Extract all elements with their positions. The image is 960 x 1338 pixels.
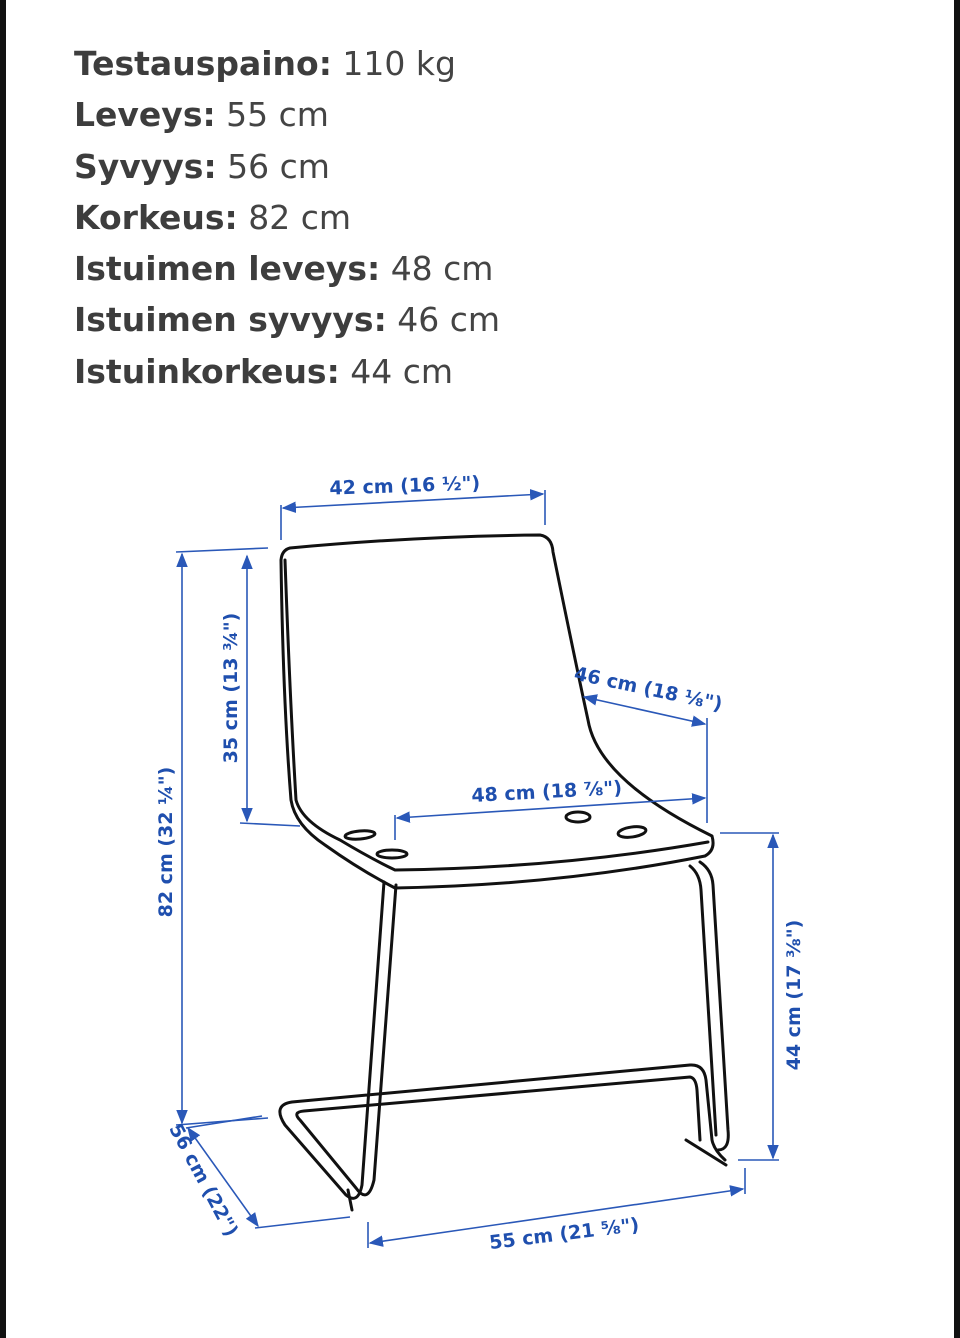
chair-drawing <box>280 535 728 1210</box>
spec-value: 110 kg <box>342 44 456 83</box>
dimension-backrest-height <box>220 556 300 826</box>
seat-height-label: 44 cm (17 ⅜") <box>783 919 805 1071</box>
spec-value: 48 cm <box>390 249 494 289</box>
spec-value: 46 cm <box>397 300 501 340</box>
spec-label: Leveys: <box>74 95 216 135</box>
spec-label: Korkeus: <box>74 197 238 237</box>
spec-label: Syvyys: <box>74 146 217 186</box>
spec-value: 44 cm <box>350 351 454 391</box>
dimension-seat-width <box>395 777 705 840</box>
width-label: 55 cm (21 ⅝") <box>488 1213 641 1255</box>
spec-label: Testauspaino: <box>74 44 332 83</box>
spec-label: Istuimen leveys: <box>74 249 381 289</box>
backrest-width-label: 42 cm (16 ½") <box>329 472 481 500</box>
dimension-total-height <box>155 548 268 1125</box>
spec-value: 56 cm <box>227 146 330 186</box>
dimension-seat-height <box>720 833 805 1160</box>
spec-label: Istuimen syvyys: <box>74 300 387 340</box>
dimension-width <box>368 1168 745 1254</box>
dimension-depth <box>164 1116 350 1240</box>
backrest-height-label: 35 cm (13 ¾") <box>220 612 242 764</box>
dimension-backrest-width <box>281 472 545 540</box>
depth-label: 56 cm (22") <box>164 1120 243 1241</box>
spec-label: Istuinkorkeus: <box>74 351 340 391</box>
spec-value: 82 cm <box>248 197 351 237</box>
seat-width-label: 48 cm (18 ⅞") <box>470 777 623 807</box>
total-height-label: 82 cm (32 ¼") <box>155 766 177 918</box>
spec-value: 55 cm <box>226 95 329 135</box>
seat-depth-label: 46 cm (18 ⅛") <box>572 662 725 716</box>
